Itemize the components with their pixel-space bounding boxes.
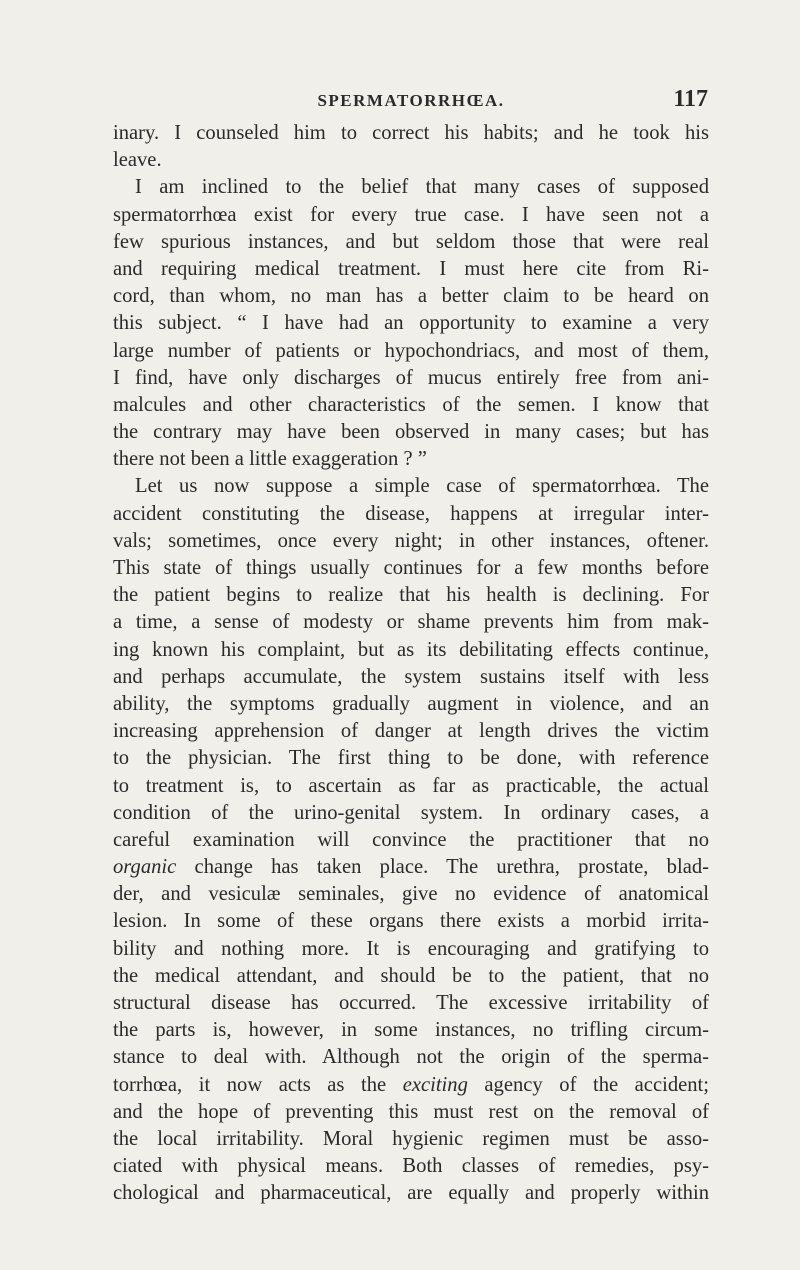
text-segment: and perhaps accumulate, the system sustains itself with less — [113, 665, 709, 688]
text-segment: the contrary may have been observed in many cases; but has — [113, 421, 709, 444]
page-number: 117 — [673, 86, 708, 112]
text-segment: cord, than whom, no man has a better claim to be heard on — [113, 285, 709, 308]
text-segment: ability, the symptoms gradually augment in violence, and an — [113, 692, 709, 715]
text-segment: der, and vesiculæ seminales, give no evidence of anatomical — [113, 883, 709, 906]
text-segment: increasing apprehension of danger at length drives the victim — [113, 720, 709, 743]
text-line — [113, 908, 709, 935]
text-segment: the local irritability. Moral hygienic regimen must be asso- — [113, 1127, 709, 1150]
text-segment: agency of the accident; — [467, 1073, 709, 1096]
text-line — [113, 147, 709, 174]
text-line — [113, 256, 709, 283]
text-line — [113, 120, 709, 147]
text-segment: the patient begins to realize that his health is declining. For — [113, 584, 709, 607]
text-segment: there not been a little exaggeration ? ” — [113, 448, 427, 471]
text-line — [113, 338, 709, 365]
text-segment: few spurious instances, and but seldom those that were real — [113, 230, 709, 253]
text-line — [113, 1017, 709, 1044]
text-segment: to treatment is, to ascertain as far as practicable, the actual — [113, 774, 709, 797]
text-segment: spermatorrhœa exist for every true case. I have seen not a — [113, 203, 709, 226]
text-segment: the medical attendant, and should be to the patient, that no — [113, 964, 709, 987]
text-segment: a time, a sense of modesty or shame prevents him from mak- — [113, 611, 709, 634]
body-text — [113, 120, 709, 1208]
text-line — [113, 664, 709, 691]
text-line — [113, 800, 709, 827]
text-line — [113, 365, 709, 392]
text-segment: ing known his complaint, but as its debilitating effects continue, — [113, 638, 709, 661]
text-line — [113, 718, 709, 745]
text-line — [113, 582, 709, 609]
text-line — [113, 229, 709, 256]
text-line — [113, 1072, 709, 1099]
text-segment: lesion. In some of these organs there exists a morbid irrita- — [113, 910, 709, 933]
text-segment: stance to deal with. Although not the origin of the sperma- — [113, 1046, 709, 1069]
text-line — [113, 609, 709, 636]
text-line — [113, 1180, 709, 1207]
text-line — [113, 990, 709, 1017]
text-segment: malcules and other characteristics of the semen. I know that — [113, 393, 709, 416]
text-line — [113, 174, 709, 201]
text-segment: this subject. “ I have had an opportunity to examine a very — [113, 312, 709, 335]
text-segment: I am inclined to the belief that many cases of supposed — [135, 176, 709, 199]
text-segment: careful examination will convince the practitioner that no — [113, 828, 709, 851]
text-segment: vals; sometimes, once every night; in other instances, oftener. — [113, 529, 709, 552]
text-segment: torrhœa, it now acts as the — [113, 1073, 403, 1096]
running-head — [114, 86, 708, 116]
text-line — [113, 202, 709, 229]
text-segment: large number of patients or hypochondriacs, and most of them, — [113, 339, 709, 362]
text-segment: structural disease has occurred. The excessive irritability of — [113, 992, 709, 1014]
text-segment: change has taken place. The urethra, prostate, blad- — [176, 856, 709, 879]
italic-text: organic — [113, 856, 177, 879]
text-line — [113, 473, 709, 500]
text-line — [113, 283, 709, 310]
text-line — [113, 854, 709, 881]
text-line — [113, 745, 709, 772]
text-line — [113, 691, 709, 718]
text-segment: Let us now suppose a simple case of spermatorrhœa. The — [135, 475, 709, 498]
text-segment: the parts is, however, in some instances, no trifling circum- — [113, 1019, 709, 1042]
text-line — [113, 881, 709, 908]
text-line — [113, 1126, 709, 1153]
text-line — [113, 1099, 709, 1126]
text-segment: inary. I counseled him to correct his habits; and he took his — [113, 122, 709, 144]
text-line — [113, 1044, 709, 1071]
text-segment: and the hope of preventing this must rest on the removal of — [113, 1100, 709, 1123]
text-line — [113, 555, 709, 582]
text-segment: ciated with physical means. Both classes of remedies, psy- — [113, 1155, 709, 1178]
text-line — [113, 1153, 709, 1180]
text-segment: to the physician. The first thing to be done, with reference — [113, 747, 709, 770]
text-segment: leave. — [113, 149, 162, 172]
text-line — [113, 936, 709, 963]
text-line — [113, 419, 709, 446]
text-line — [113, 827, 709, 854]
text-line — [113, 963, 709, 990]
text-segment: and requiring medical treatment. I must here cite from Ri- — [113, 257, 709, 280]
running-title: SPERMATORRHŒA. — [317, 91, 505, 110]
text-segment: I find, have only discharges of mucus entirely free from ani- — [113, 366, 709, 389]
text-segment: condition of the urino-genital system. In ordinary cases, a — [113, 801, 709, 824]
text-line — [113, 501, 709, 528]
text-line — [113, 637, 709, 664]
text-line — [113, 392, 709, 419]
text-line — [113, 773, 709, 800]
text-line — [113, 310, 709, 337]
text-segment: accident constituting the disease, happens at irregular inter- — [113, 502, 709, 525]
text-segment: chological and pharmaceutical, are equally and properly within — [113, 1182, 709, 1205]
text-line — [113, 528, 709, 555]
text-segment: bility and nothing more. It is encouraging and gratifying to — [113, 937, 709, 960]
italic-text: exciting — [402, 1073, 468, 1096]
text-line — [113, 446, 709, 473]
text-segment: This state of things usually continues for a few months before — [113, 557, 709, 579]
